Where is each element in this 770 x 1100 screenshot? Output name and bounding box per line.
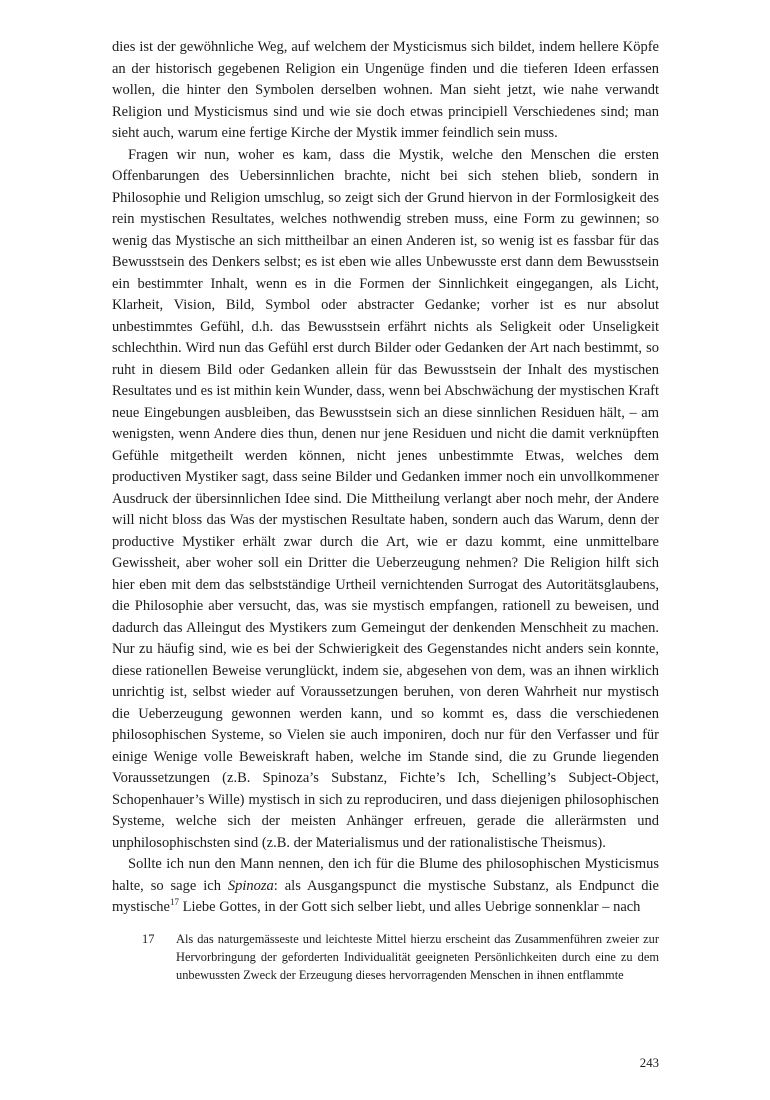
paragraph-spinoza-tail: Liebe Gottes, in der Gott sich selber liebt, und alles Uebrige sonnenklar – nach [178, 899, 641, 915]
footnote-text: Als das naturgemässeste und leichteste Mittel hierzu erscheint das Zusammenführen zweier zur Hervorbringung der geforderten Individualität geeigneten Persönlichkeiten durch eine zu dem unbewussten Zweck der Erzeugung dieses hervorragenden Menschen in ihnen entflammte [176, 931, 659, 983]
paragraph-spinoza [112, 854, 659, 919]
page-number: 243 [639, 1056, 659, 1071]
footnote-17 [112, 930, 659, 985]
paragraph-spinoza-lead: Sollte ich nun den Mann nennen, den ich für die Blume des philosophischen Mysticismus halte, so sage ich [112, 856, 659, 894]
paragraph-spinoza-mid: : als Ausgangspunct die mystische Substanz, als Endpunct die mystische [112, 877, 659, 915]
spinoza-italic-name: Spinoza [227, 877, 274, 894]
footnote-number: 17 [142, 931, 155, 946]
footnote-reference-17: 17 [170, 897, 179, 908]
book-page-text-block [112, 37, 659, 984]
paragraph-continuation: dies ist der gewöhnliche Weg, auf welchem der Mysticismus sich bildet, indem hellere Köpfe an der historisch gegebenen Religion ein Ungenüge finden und die tieferen Ideen erfassen wollen, die hinter den Symbolen derselben wohnen. Man sieht jetzt, wie nahe verwandt Religion und Mysticismus sind und wie sie doch etwas principiell Verschiedenes sind; man sieht auch, warum eine fertige Kirche der Mystik immer feindlich sein muss. [112, 39, 659, 141]
paragraph-main: Fragen wir nun, woher es kam, dass die Mystik, welche den Menschen die ersten Offenbarungen des Uebersinnlichen brachte, nicht bei sich stehen blieb, sondern in Philosophie und Religion umschlug, so zeigt sich der Grund hiervon in der Formlosigkeit des rein mystischen Resultates, welches nothwendig streben muss, eine Form zu gewinnen; so wenig das Mystische an sich mittheilbar an einen Anderen ist, so wenig ist es fassbar für das Bewusstsein des Denkers selbst; es ist eben wie alles Unbewusste erst dann dem Bewusstsein ein bestimmter Inhalt, wenn es in die Formen der Sinnlichkeit eingegangen, als Licht, Klarheit, Vision, Bild, Symbol oder abstracter Gedanke; vorher ist es nur absolut unbestimmtes Gefühl, d.h. das Bewusstsein erfährt nichts als Seligkeit oder Unseligkeit schlechthin. Wird nun das Gefühl erst durch Bilder oder Gedanken der Art nach bestimmt, so ruht in diesem Bild oder Gedanken allein für das Bewusstsein der Inhalt des mystischen Resultates und es ist mithin kein Wunder, dass, wenn bei Abschwächung der mystischen Kraft neue Eingebungen ausbleiben, das Bewusstsein sich an diese sinnlichen Residuen hält, – am wenigsten, wenn Andere dies thun, denen nur jene Residuen und nicht die damit verknüpften Gefühle mitgetheilt werden können, nicht jenes unbestimmte Etwas, welches dem productiven Mystiker sagt, dass seine Bilder und Gedanken immer noch ein unvollkommener Ausdruck der übersinnlichen Idee sind. Die Mittheilung verlangt aber noch mehr, der Andere will nicht bloss das Was der mystischen Resultate haben, sondern auch das Warum, denn der productive Mystiker erhält zwar durch die Art, wie er dazu kommt, eine unmittelbare Gewissheit, aber woher soll ein Dritter die Ueberzeugung nehmen? Die Religion hilft sich hier eben mit dem das selbstständige Urtheil vernichtenden Surrogat des Autoritätsglaubens, die Philosophie aber versucht, das, was sie mystisch empfangen, rationell zu beweisen, und dadurch das Alleingut des Mystikers zum Gemeingut der denkenden Menschheit zu machen. Nur zu häufig sind, wie es bei der Schwierigkeit des Gegenstandes nicht anders sein konnte, diese rationellen Beweise verunglückt, indem sie, abgesehen von dem, was an ihnen wirklich unrichtig ist, selbst wieder auf Voraussetzungen beruhen, von deren Wahrheit nur mystisch die Ueberzeugung gewonnen werden kann, und so kommt es, dass die verschiedenen philosophischen Systeme, so Vielen sie auch imponiren, doch nur für den Verfasser und für einige Wenige volle Beweiskraft haben, welche im Stande sind, die zu Grunde liegenden Voraussetzungen (z.B. Spinoza’s Substanz, Fichte’s Ich, Schelling’s Subject-Object, Schopenhauer’s Wille) mystisch in sich zu reproduciren, und dass diejenigen philosophischen Systeme, welche sich der meisten Anhänger erfreuen, gerade die allerärmsten und unphilosophischsten sind (z.B. der Materialismus und der rationalistische Theismus). [112, 146, 659, 851]
